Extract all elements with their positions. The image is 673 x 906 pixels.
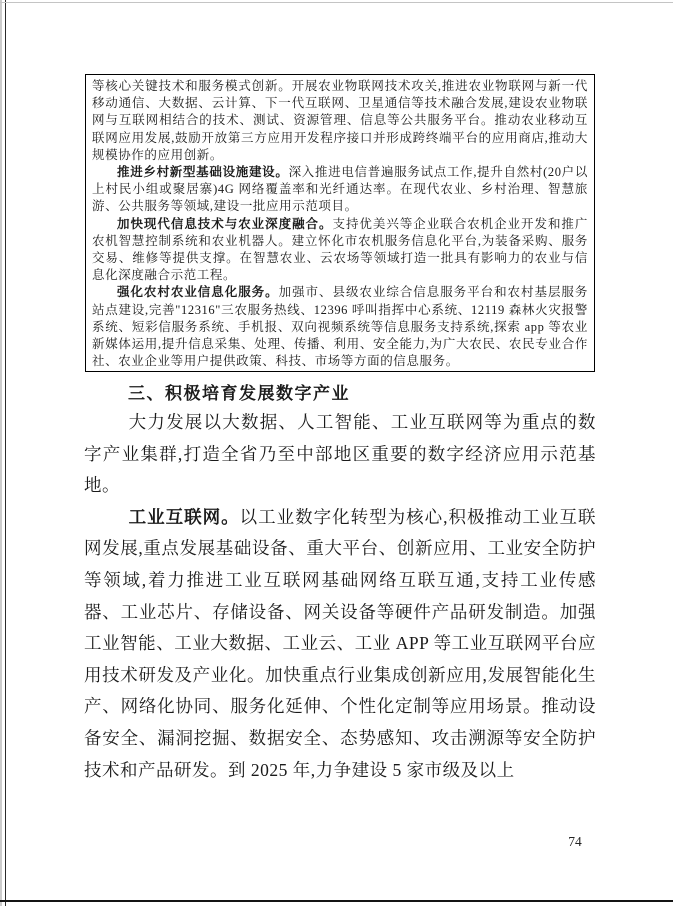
box-paragraph: [92, 284, 588, 370]
page-bottom-border: [0, 900, 673, 902]
paragraph-lead: 推进乡村新型基础设施建设。: [117, 165, 289, 180]
paragraph-text: 以工业数字化转型为核心,积极推动工业互联网发展,重点发展基础设备、重大平台、创新应用、工业安全防护等领域,着力推进工业互联网基础网络互联互通,支持工业传感器、工业芯片、存储设备、网关设备等硬件产品研发制造。加强工业智能、工业大数据、工业云、工业 APP 等工业互联网平台应用技术研发及产业化。加快重点行业集成创新应用,发展智能化生产、网络化协同、服务化延伸、个性化定制等应用场景。推动设备安全、漏洞挖掘、数据安全、态势感知、攻击溯源等安全防护技术和产品研发。到 2025 年,力争建设 5 家市级及以上: [84, 506, 596, 780]
callout-box: [85, 74, 595, 372]
paragraph-text: 大力发展以大数据、人工智能、工业互联网等为重点的数字产业集群,打造全省乃至中部地区重要的数字经济应用示范基地。: [84, 412, 596, 496]
page-left-edge: [0, 0, 2, 906]
body-paragraph: [84, 407, 596, 502]
paragraph-lead: 加快现代信息技术与农业深度融合。: [117, 216, 333, 231]
section-heading: 三、积极培育发展数字产业: [128, 384, 350, 403]
page-top-border: [0, 2, 673, 3]
body-paragraph: [84, 502, 596, 786]
paragraph-text: 等核心关键技术和服务模式创新。开展农业物联网技术攻关,推进农业物联网与新一代移动通信、大数据、云计算、下一代互联网、卫星通信等技术融合发展,建设农业物联网与互联网相结合的技术、测试、资源管理、信息等公共服务平台。推动农业移动互联网应用发展,鼓励开放第三方应用开发程序接口并形成跨终端平台的应用商店,推动大规模协作的应用创新。: [92, 79, 588, 162]
page-left-border: [5, 0, 6, 906]
paragraph-lead: 强化农村农业信息化服务。: [117, 285, 279, 300]
box-paragraph: [92, 78, 588, 164]
paragraph-text: 加强市、县级农业综合信息服务平台和农村基层服务站点建设,完善"12316"三农服务热线、12396 呼叫指挥中心系统、12119 森林火灾报警系统、短彩信服务系统、手机报、双向视频系统等信息服务支持系统,探索 app 等农业新媒体运用,提升信息采集、处理、传播、利用、安全能力,为广大农民、农民专业合作社、农业企业等用户提供政策、科技、市场等方面的信息服务。: [92, 285, 588, 369]
paragraph-text: 支持优美兴等企业联合农机企业开发和推广农机智慧控制系统和农业机器人。建立怀化市农机服务信息化平台,为装备采购、服务交易、维修等提供支撑。在智慧农业、云农场等领域打造一批具有影响力的农业与信息化深度融合示范工程。: [92, 216, 588, 283]
paragraph-text: 深入推进电信普遍服务试点工作,提升自然村(20户以上村民小组或聚居寨)4G 网络覆盖率和光纤通达率。在现代农业、乡村治理、智慧旅游、公共服务等领域,建设一批应用示范项目。: [92, 165, 588, 214]
box-paragraph: [92, 164, 588, 216]
page-number: 74: [568, 834, 582, 849]
section-body: [84, 407, 596, 786]
box-paragraph: [92, 216, 588, 285]
paragraph-lead: 工业互联网。: [128, 506, 240, 527]
